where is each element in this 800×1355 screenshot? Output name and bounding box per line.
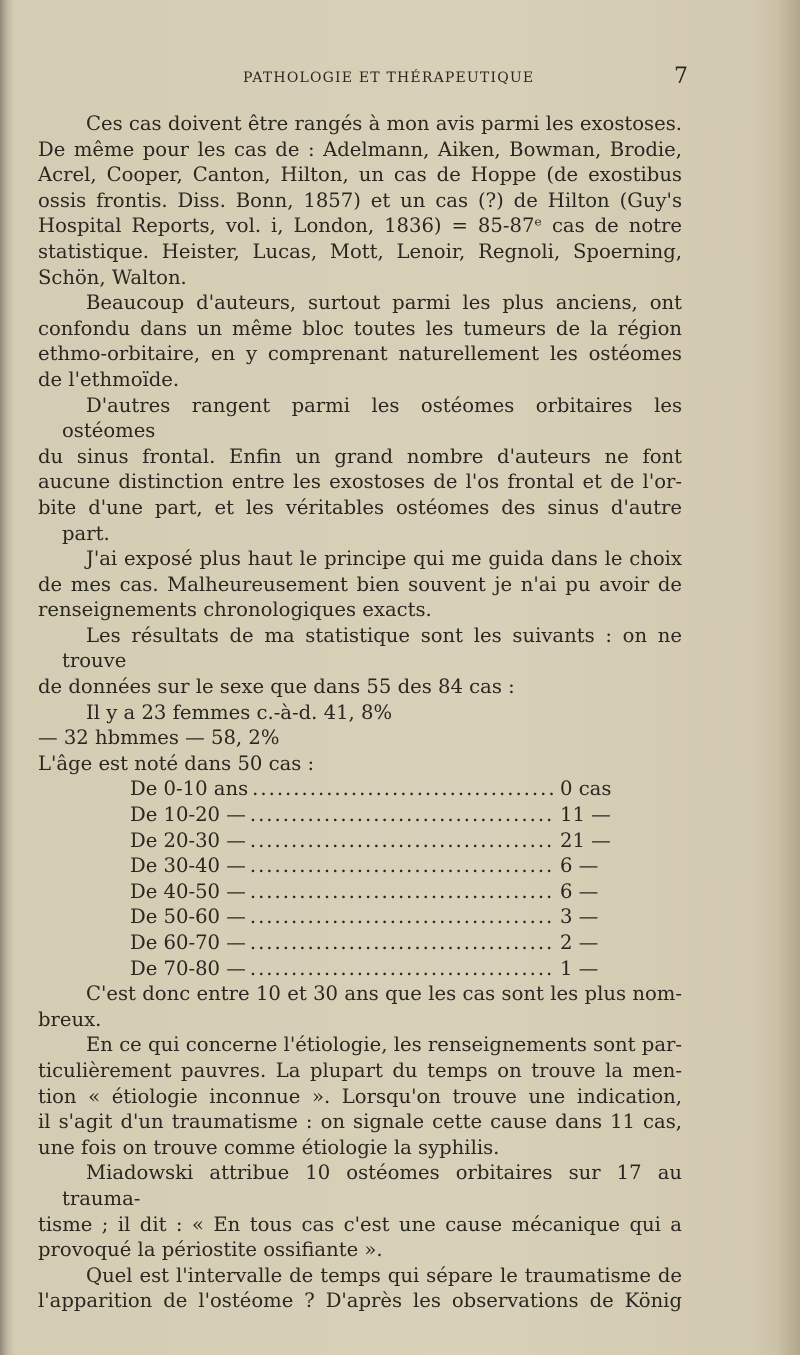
page-edge-shadow bbox=[778, 0, 800, 1355]
dot-leader bbox=[252, 776, 556, 802]
age-range: De 10-20 — bbox=[130, 803, 246, 827]
dot-leader bbox=[250, 956, 556, 982]
text-line: provoqué la périostite ossifiante ». bbox=[38, 1238, 383, 1262]
paragraph bbox=[38, 1263, 682, 1314]
age-range: De 30-40 — bbox=[130, 854, 246, 878]
text-line: l'apparition de l'ostéome ? D'après les observations de König bbox=[38, 1289, 682, 1313]
page-header bbox=[0, 64, 800, 94]
page-number: 7 bbox=[674, 64, 688, 89]
paragraph bbox=[38, 393, 682, 547]
text-line: Miadowski attribue 10 ostéomes orbitaires sur 17 au trauma- bbox=[62, 1161, 682, 1210]
case-count: 1 — bbox=[560, 956, 599, 980]
case-count: 6 — bbox=[560, 854, 599, 878]
text-line: de l'ethmoïde. bbox=[38, 367, 180, 391]
text-line: tisme ; il dit : « En tous cas c'est une cause mécanique qui a bbox=[38, 1212, 682, 1236]
text-line: bite d'une part, et les véritables ostéomes des sinus d'autre part. bbox=[38, 495, 682, 545]
text-line: Acrel, Cooper, Canton, Hilton, un cas de Hoppe (de exostibus bbox=[38, 163, 682, 187]
text-line: renseignements chronologiques exacts. bbox=[38, 598, 432, 622]
age-row bbox=[130, 776, 620, 802]
dot-leader bbox=[250, 828, 556, 854]
case-count: 2 — bbox=[560, 931, 599, 954]
case-count: 0 cas bbox=[560, 777, 612, 801]
age-row bbox=[130, 828, 620, 854]
text-line: confondu dans un même bloc toutes les tumeurs de la région bbox=[38, 316, 682, 340]
paragraph bbox=[38, 290, 682, 392]
dot-leader bbox=[250, 802, 556, 828]
text-line: Les résultats de ma statistique sont les suivants : on ne trouve bbox=[62, 623, 682, 673]
text-line: Quel est l'intervalle de temps qui sépare le traumatisme de bbox=[86, 1263, 682, 1287]
text-line: de mes cas. Malheureusement bien souvent je n'ai pu avoir de bbox=[38, 572, 682, 596]
paragraph bbox=[38, 1032, 682, 1160]
case-count: 11 — bbox=[560, 803, 611, 827]
case-count: 6 — bbox=[560, 879, 599, 903]
paragraph bbox=[38, 981, 682, 1032]
text-line: Schön, Walton. bbox=[38, 265, 187, 289]
age-range: De 60-70 — bbox=[130, 931, 246, 954]
text-line: il s'agit d'un traumatisme : on signale cette cause dans 11 cas, bbox=[38, 1110, 682, 1134]
dot-leader bbox=[250, 930, 556, 956]
age-range: De 0-10 ans bbox=[130, 777, 249, 801]
age-range: De 20-30 — bbox=[130, 828, 246, 852]
dot-leader bbox=[250, 853, 556, 879]
case-count: 3 — bbox=[560, 905, 599, 929]
dot-leader bbox=[250, 879, 556, 905]
paragraph bbox=[38, 1160, 682, 1262]
age-row bbox=[130, 956, 620, 982]
text-line: Hospital Reports, vol. i, London, 1836) = 85-87ᵉ cas de notre bbox=[38, 214, 682, 238]
text-line: aucune distinction entre les exostoses de l'os frontal et de l'or- bbox=[38, 470, 682, 494]
age-row bbox=[130, 930, 620, 956]
text-line: En ce qui concerne l'étiologie, les renseignements sont par- bbox=[86, 1033, 682, 1057]
text-line: statistique. Heister, Lucas, Mott, Lenoir, Regnoli, Spoerning, bbox=[38, 239, 682, 263]
text-line: De même pour les cas de : Adelmann, Aiken, Bowman, Brodie, bbox=[38, 137, 682, 161]
age-row bbox=[130, 853, 620, 879]
text-line: Il y a 23 femmes c.-à-d. 41, 8% bbox=[86, 700, 393, 724]
text-line: ossis frontis. Diss. Bonn, 1857) et un cas (?) de Hilton (Guy's bbox=[38, 188, 682, 212]
text-line: L'âge est noté dans 50 cas : bbox=[38, 751, 315, 775]
paragraph bbox=[38, 546, 682, 623]
case-count: 21 — bbox=[560, 828, 611, 852]
text-line: tion « étiologie inconnue ». Lorsqu'on trouve une indication, bbox=[38, 1084, 682, 1108]
age-row bbox=[130, 802, 620, 828]
text-line: du sinus frontal. Enfin un grand nombre d'auteurs ne font bbox=[38, 444, 682, 468]
body-text bbox=[38, 111, 682, 1314]
text-line: D'autres rangent parmi les ostéomes orbitaires les ostéomes bbox=[62, 393, 682, 443]
text-line: une fois on trouve comme étiologie la syphilis. bbox=[38, 1135, 500, 1159]
text-line: ethmo-orbitaire, en y comprenant naturellement les ostéomes bbox=[38, 342, 682, 366]
text-line: breux. bbox=[38, 1007, 102, 1031]
sex-statistics bbox=[38, 700, 682, 777]
paragraph bbox=[38, 623, 682, 700]
paragraph bbox=[38, 111, 682, 290]
text-line: Beaucoup d'auteurs, surtout parmi les plus anciens, ont bbox=[86, 291, 682, 315]
running-head: PATHOLOGIE ET THÉRAPEUTIQUE bbox=[243, 70, 535, 86]
age-range: De 40-50 — bbox=[130, 879, 246, 903]
text-line: Ces cas doivent être rangés à mon avis parmi les exostoses. bbox=[86, 112, 682, 135]
dot-leader bbox=[250, 904, 556, 930]
text-line: — 32 hbmmes — 58, 2% bbox=[38, 726, 280, 750]
age-row bbox=[130, 904, 620, 930]
text-line: ticulièrement pauvres. La plupart du temps on trouve la men- bbox=[38, 1058, 682, 1082]
age-range: De 70-80 — bbox=[130, 956, 246, 980]
text-line: de données sur le sexe que dans 55 des 84 cas : bbox=[38, 675, 515, 699]
age-table bbox=[130, 776, 620, 981]
age-row bbox=[130, 879, 620, 905]
text-line: C'est donc entre 10 et 30 ans que les cas sont les plus nom- bbox=[86, 982, 682, 1006]
text-line: J'ai exposé plus haut le principe qui me guida dans le choix bbox=[86, 547, 682, 571]
age-range: De 50-60 — bbox=[130, 905, 246, 929]
